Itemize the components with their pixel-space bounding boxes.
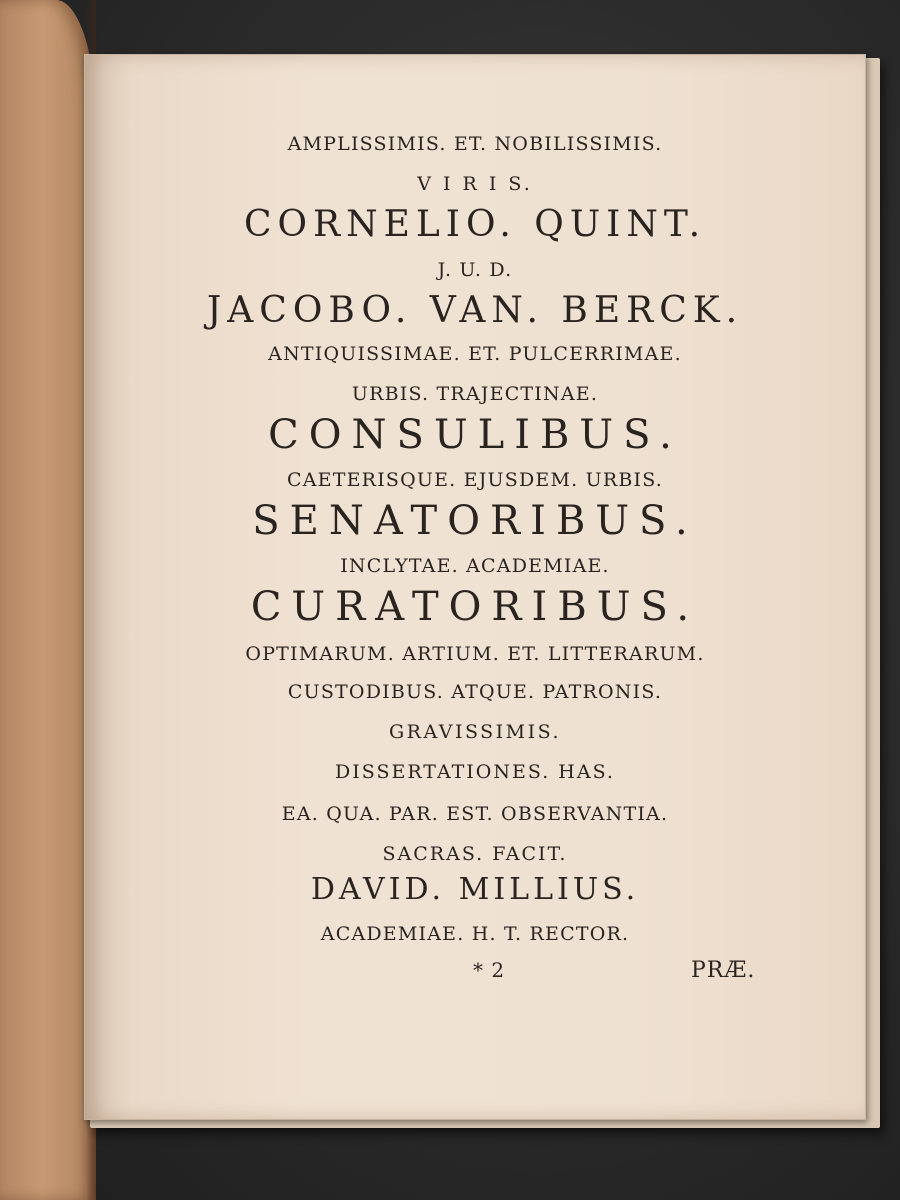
dedication-line: ACADEMIAE. H. T. RECTOR. xyxy=(320,923,630,945)
dedication-line: CURATORIBUS. xyxy=(250,584,700,630)
dedication-line: JACOBO. VAN. BERCK. xyxy=(206,290,744,331)
dedication-line: ANTIQUISSIMAE. ET. PULCERRIMAE. xyxy=(268,343,682,365)
dedication-line: CUSTODIBUS. ATQUE. PATRONIS. xyxy=(287,681,663,703)
catchword: PRÆ. xyxy=(691,958,756,983)
dedication-line: CAETERISQUE. EJUSDEM. URBIS. xyxy=(287,469,663,491)
dedication-line: J. U. D. xyxy=(437,259,513,281)
dedication-line: CORNELIO. QUINT. xyxy=(243,204,707,245)
dedication-line: SACRAS. FACIT. xyxy=(382,843,568,865)
facing-page-edge xyxy=(0,0,96,1200)
dedication-line: INCLYTAE. ACADEMIAE. xyxy=(340,555,610,577)
dedication-line: AMPLISSIMIS. ET. NOBILISSIMIS. xyxy=(287,133,663,155)
dedication-line: GRAVISSIMIS. xyxy=(388,721,562,743)
dedication-line: V I R I S. xyxy=(417,173,533,195)
dedication-line: DISSERTATIONES. HAS. xyxy=(335,761,615,783)
book-page xyxy=(84,54,866,1120)
dedication-line: SENATORIBUS. xyxy=(252,498,698,544)
dedication-line: URBIS. TRAJECTINAE. xyxy=(351,383,599,405)
dedication-text xyxy=(85,55,865,1119)
dedication-line: OPTIMARUM. ARTIUM. ET. LITTERARUM. xyxy=(245,643,705,665)
dedication-line: EA. QUA. PAR. EST. OBSERVANTIA. xyxy=(281,803,669,825)
signature-mark: * 2 xyxy=(473,958,506,982)
dedication-line: CONSULIBUS. xyxy=(268,412,682,458)
dedication-line: DAVID. MILLIUS. xyxy=(310,872,640,907)
